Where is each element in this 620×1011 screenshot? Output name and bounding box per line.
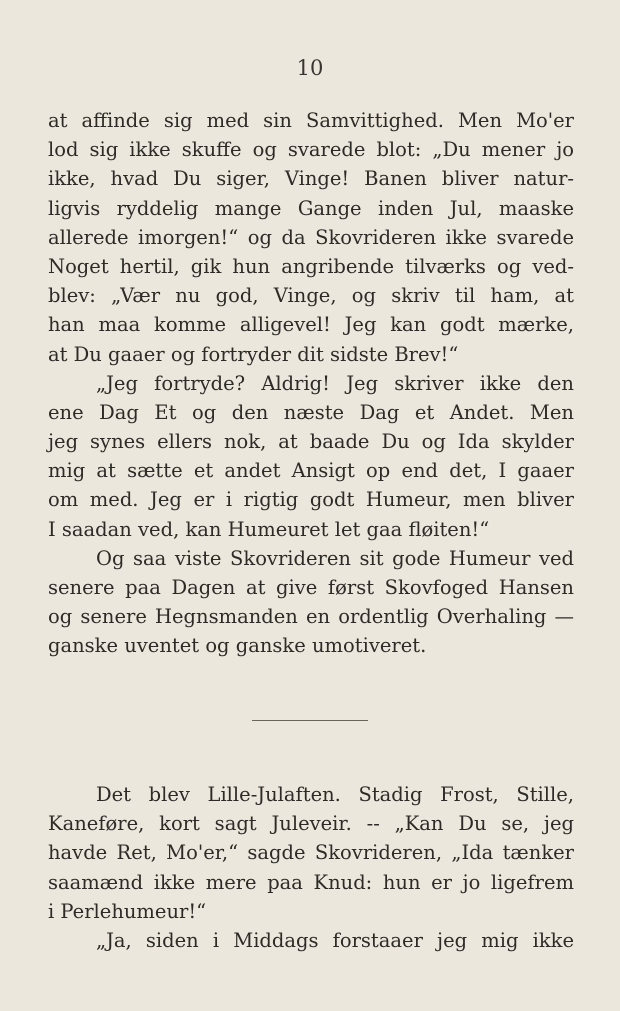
text-line: at affinde sig med sin Samvittighed. Men Mo'er	[48, 109, 574, 132]
text-line: om med. Jeg er i rigtig godt Humeur, men bliver	[48, 488, 574, 512]
text-line: jeg synes ellers nok, at baade Du og Ida skylder	[48, 430, 574, 454]
text-line: ganske uventet og ganske umotiveret.	[48, 634, 427, 658]
text-line: havde Ret, Mo'er,“ sagde Skovrideren, „Ida tænker	[48, 841, 574, 865]
text-line: Kaneføre, kort sagt Juleveir. -- „Kan Du se, jeg	[48, 812, 574, 836]
text-line: Det blev Lille-Julaften. Stadig Frost, Stille,	[96, 783, 574, 806]
section-divider	[252, 720, 368, 721]
text-line: Noget hertil, gik hun angribende tilværks og ved-	[48, 254, 574, 278]
text-line: „Ja, siden i Middags forstaaer jeg mig ikke	[96, 928, 574, 952]
text-line: I saadan ved, kan Humeuret let gaa fløiten!“	[48, 517, 490, 541]
text-line: lod sig ikke skuffe og svarede blot: „Du mener jo	[48, 138, 574, 162]
text-line: mig at sætte et andet Ansigt op end det, I gaaer	[48, 459, 574, 483]
text-line: ikke, hvad Du siger, Vinge! Banen bliver natur-	[48, 167, 574, 191]
text-line: ene Dag Et og den næste Dag et Andet. Men	[48, 400, 574, 424]
text-line: saamænd ikke mere paa Knud: hun er jo ligefrem	[48, 870, 574, 894]
text-line: „Jeg fortryde? Aldrig! Jeg skriver ikke den	[96, 371, 574, 395]
text-line: Og saa viste Skovrideren sit gode Humeur ved	[96, 546, 574, 570]
text-block-2	[48, 780, 574, 955]
text-line: ligvis ryddelig mange Gange inden Jul, maaske	[48, 196, 574, 220]
page-number: 10	[296, 56, 324, 80]
text-block-1	[48, 106, 574, 661]
text-line: at Du gaaer og fortryder dit sidste Brev!“	[48, 342, 459, 366]
text-line: senere paa Dagen at give først Skovfoged Hansen	[48, 576, 574, 599]
text-line: blev: „Vær nu god, Vinge, og skriv til ham, at	[48, 284, 574, 308]
text-line: han maa komme alligevel! Jeg kan godt mærke,	[48, 313, 574, 337]
text-line: og senere Hegnsmanden en ordentlig Overhaling —	[48, 605, 574, 629]
text-line: i Perlehumeur!“	[48, 899, 207, 923]
text-line: allerede imorgen!“ og da Skovrideren ikke svarede	[48, 225, 574, 249]
